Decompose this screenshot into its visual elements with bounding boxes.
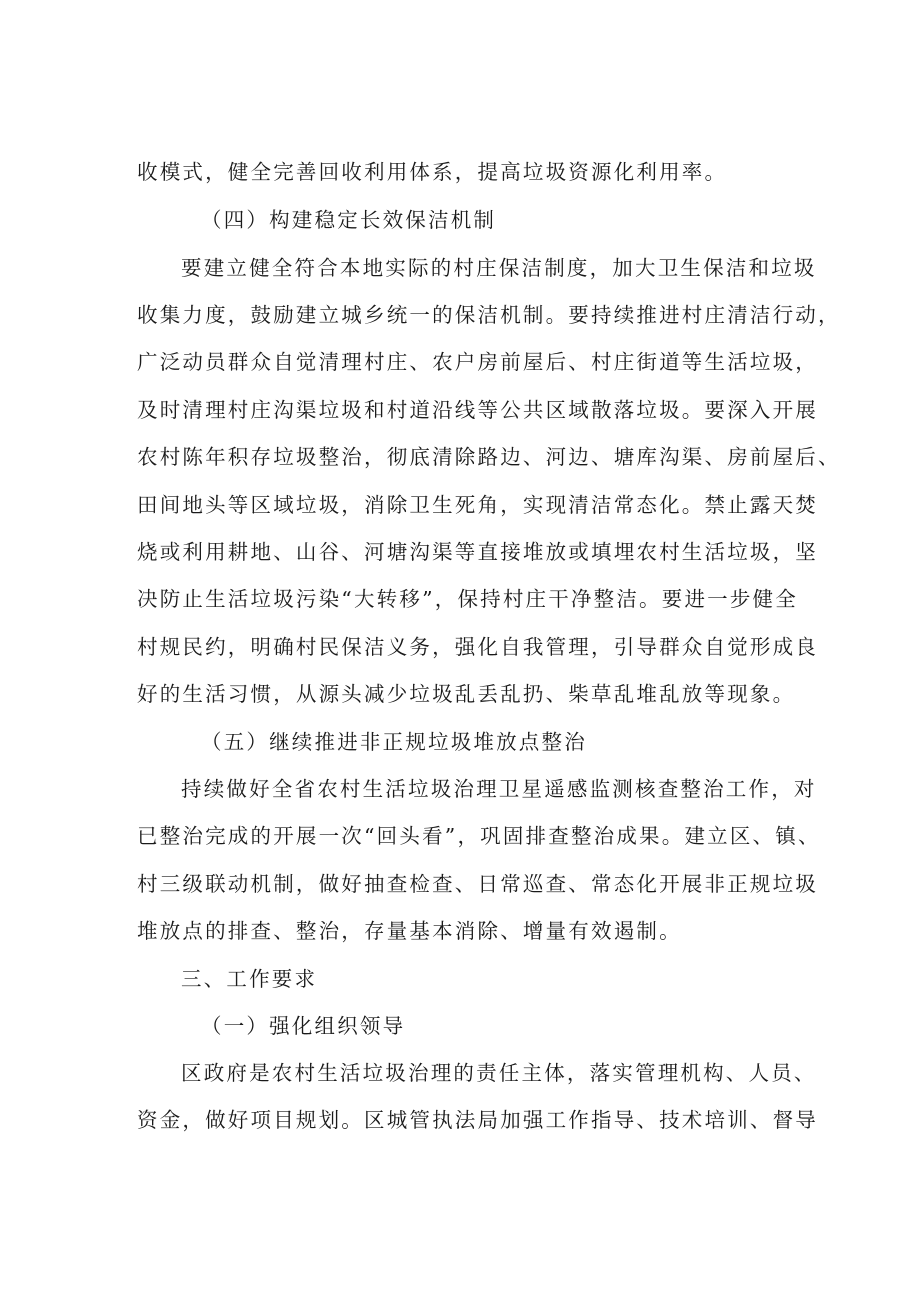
paragraph-line: 村三级联动机制，做好抽查检查、日常巡查、常态化开展非正规垃圾 (137, 872, 818, 896)
chapter-heading: 三、工作要求 (181, 967, 318, 991)
section-heading: （五）继续推进非正规垃圾堆放点整治 (201, 730, 587, 754)
paragraph-line: 烧或利用耕地、山谷、河塘沟渠等直接堆放或填埋农村生活垃圾，坚 (137, 540, 818, 564)
paragraph-line: 收模式，健全完善回收利用体系，提高垃圾资源化利用率。 (137, 160, 728, 184)
paragraph-line: 区政府是农村生活垃圾治理的责任主体，落实管理机构、人员、 (181, 1061, 817, 1085)
paragraph-line: 要建立健全符合本地实际的村庄保洁制度，加大卫生保洁和垃圾 (181, 256, 817, 280)
section-heading: （一）强化组织领导 (201, 1014, 406, 1038)
paragraph-line: 收集力度，鼓励建立城乡统一的保洁机制。要持续推进村庄清洁行动， (137, 303, 841, 327)
paragraph-line: 资金，做好项目规划。区城管执法局加强工作指导、技术培训、督导 (137, 1108, 818, 1132)
paragraph-line: 持续做好全省农村生活垃圾治理卫星遥感监测核查整治工作，对 (181, 777, 817, 801)
paragraph-line: 好的生活习惯，从源头减少垃圾乱丢乱扔、柴草乱堆乱放等现象。 (137, 682, 796, 706)
paragraph-line: 田间地头等区域垃圾，消除卫生死角，实现清洁常态化。禁止露天焚 (137, 493, 818, 517)
paragraph-line: 广泛动员群众自觉清理村庄、农户房前屋后、村庄街道等生活垃圾， (137, 350, 818, 374)
paragraph-line: 农村陈年积存垃圾整治，彻底清除路边、河边、塘库沟渠、房前屋后、 (137, 445, 841, 469)
paragraph-line: 决防止生活垃圾污染“大转移”，保持村庄干净整洁。要进一步健全 (137, 587, 798, 611)
paragraph-line: 村规民约，明确村民保洁义务，强化自我管理，引导群众自觉形成良 (137, 635, 818, 659)
section-heading: （四）构建稳定长效保洁机制 (201, 208, 497, 232)
paragraph-line: 已整治完成的开展一次“回头看”，巩固排查整治成果。建立区、镇、 (137, 824, 821, 848)
paragraph-line: 及时清理村庄沟渠垃圾和村道沿线等公共区域散落垃圾。要深入开展 (137, 398, 818, 422)
paragraph-line: 堆放点的排查、整治，存量基本消除、增量有效遏制。 (137, 919, 682, 943)
